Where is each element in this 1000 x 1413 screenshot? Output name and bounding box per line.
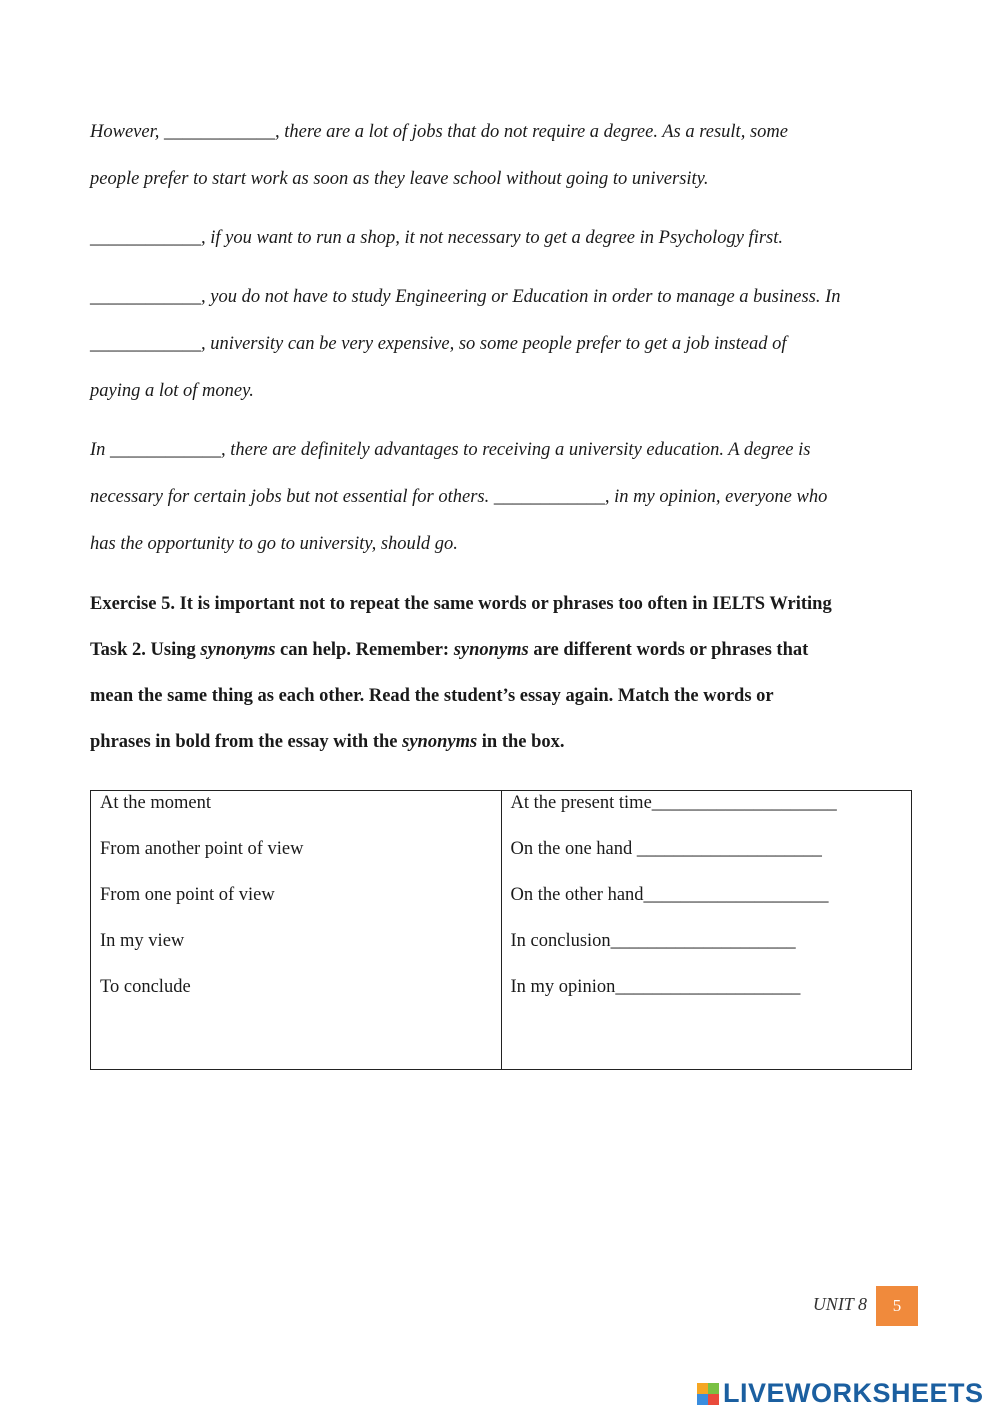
- essay-line: In ____________, there are definitely advantages to receiving a university education. A degree is: [90, 440, 811, 460]
- right-column: [501, 791, 912, 1070]
- synonym-item[interactable]: On the one hand ____________________: [510, 839, 822, 859]
- essay-line: has the opportunity to go to university, should go.: [90, 534, 458, 554]
- text: Task 2. Using: [90, 640, 201, 660]
- exercise-line: Exercise 5. It is important not to repeat the same words or phrases too often in IELTS Writing: [90, 594, 832, 614]
- text: are different words or phrases that: [528, 640, 809, 660]
- logo-text: LIVEWORKSHEETS: [723, 1378, 984, 1408]
- text: can help. Remember:: [275, 640, 454, 660]
- essay-line: ____________, you do not have to study Engineering or Education in order to manage a business. In: [90, 287, 841, 307]
- essay-line: necessary for certain jobs but not essential for others. ____________, in my opinion, everyone who: [90, 487, 828, 507]
- unit-label: UNIT 8: [812, 1294, 867, 1314]
- exercise-line: mean the same thing as each other. Read the student’s essay again. Match the words or: [90, 686, 774, 706]
- essay-line: people prefer to start work as soon as they leave school without going to university.: [90, 169, 709, 189]
- essay-line: However, ____________, there are a lot of jobs that do not require a degree. As a result, some: [90, 122, 788, 142]
- synonym-item[interactable]: In conclusion____________________: [510, 931, 796, 951]
- text: in the box.: [477, 732, 565, 752]
- page-number: 5: [876, 1286, 918, 1326]
- left-column: [91, 791, 502, 1070]
- liveworksheets-icon: [697, 1383, 719, 1405]
- exercise-line: [90, 627, 808, 673]
- synonyms-table: [90, 790, 912, 1070]
- synonym-item[interactable]: On the other hand____________________: [510, 885, 829, 905]
- phrase-item: At the moment: [100, 793, 211, 813]
- essay-line: paying a lot of money.: [90, 381, 254, 401]
- synonym-item[interactable]: In my opinion____________________: [510, 977, 801, 997]
- phrase-item: In my view: [100, 931, 185, 951]
- phrase-item: From one point of view: [100, 885, 275, 905]
- essay-line: ____________, if you want to run a shop, it not necessary to get a degree in Psychology first.: [90, 228, 783, 248]
- essay-line: ____________, university can be very expensive, so some people prefer to get a job instead of: [90, 334, 787, 354]
- phrase-item: From another point of view: [100, 839, 304, 859]
- text: phrases in bold from the essay with the: [90, 732, 403, 752]
- emphasis: synonyms: [402, 732, 478, 752]
- phrase-item: To conclude: [100, 977, 191, 997]
- emphasis: synonyms: [453, 640, 529, 660]
- exercise-line: [90, 719, 565, 765]
- emphasis: synonyms: [200, 640, 276, 660]
- synonym-item[interactable]: At the present time____________________: [510, 793, 837, 813]
- liveworksheets-logo[interactable]: [697, 1378, 984, 1409]
